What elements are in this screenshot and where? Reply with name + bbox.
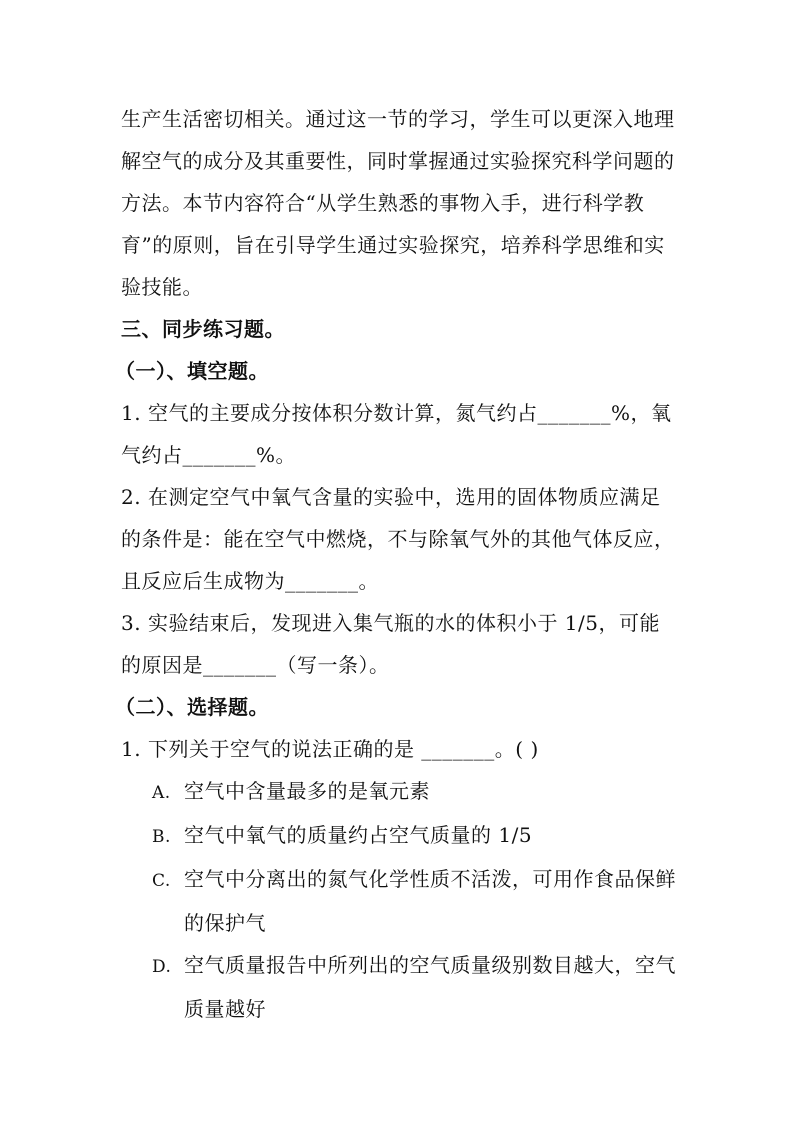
option-label: B. xyxy=(152,827,171,847)
option-a xyxy=(121,770,676,814)
multiple-choice-question-1: 1. 下列关于空气的说法正确的是 _______。( ) xyxy=(121,737,539,761)
fill-blank-question-3: 3. 实验结束后，发现进入集气瓶的水的体积小于 1/5，可能的原因是_______（写一条）。 xyxy=(121,611,660,677)
option-c xyxy=(121,858,676,944)
option-text: 空气质量报告中所列出的空气质量级别数目越大，空气质量越好 xyxy=(184,953,676,1021)
option-label: C. xyxy=(152,871,171,891)
section-heading: 三、同步练习题。 xyxy=(121,317,285,341)
fill-blank-question-2: 2. 在测定空气中氧气含量的实验中，选用的固体物质应满足的条件是：能在空气中燃烧，不与除氧气外的其他气体反应，且反应后生成物为_______。 xyxy=(121,485,675,593)
option-label: A. xyxy=(152,783,171,803)
fill-blank-question-1: 1. 空气的主要成分按体积分数计算，氮气约占_______%，氧气约占_______%。 xyxy=(121,401,672,467)
document-page xyxy=(115,98,676,1030)
option-d xyxy=(121,944,676,1030)
option-text: 空气中含量最多的是氧元素 xyxy=(184,779,430,803)
multiple-choice-heading: （二）、选择题。 xyxy=(115,695,269,719)
option-text: 空气中氧气的质量约占空气质量的 1/5 xyxy=(184,823,533,847)
option-text: 空气中分离出的氮气化学性质不活泼，可用作食品保鲜的保护气 xyxy=(184,867,676,935)
fill-blank-heading: （一）、填空题。 xyxy=(115,359,269,383)
intro-paragraph: 生产生活密切相关。通过这一节的学习，学生可以更深入地理解空气的成分及其重要性，同时掌握通过实验探究科学问题的方法。本节内容符合“从学生熟悉的事物入手，进行科学教育”的原则，旨在引导学生通过实验探究，培养科学思维和实验技能。 xyxy=(121,107,675,299)
option-label: D. xyxy=(152,957,172,977)
option-b xyxy=(121,814,676,858)
